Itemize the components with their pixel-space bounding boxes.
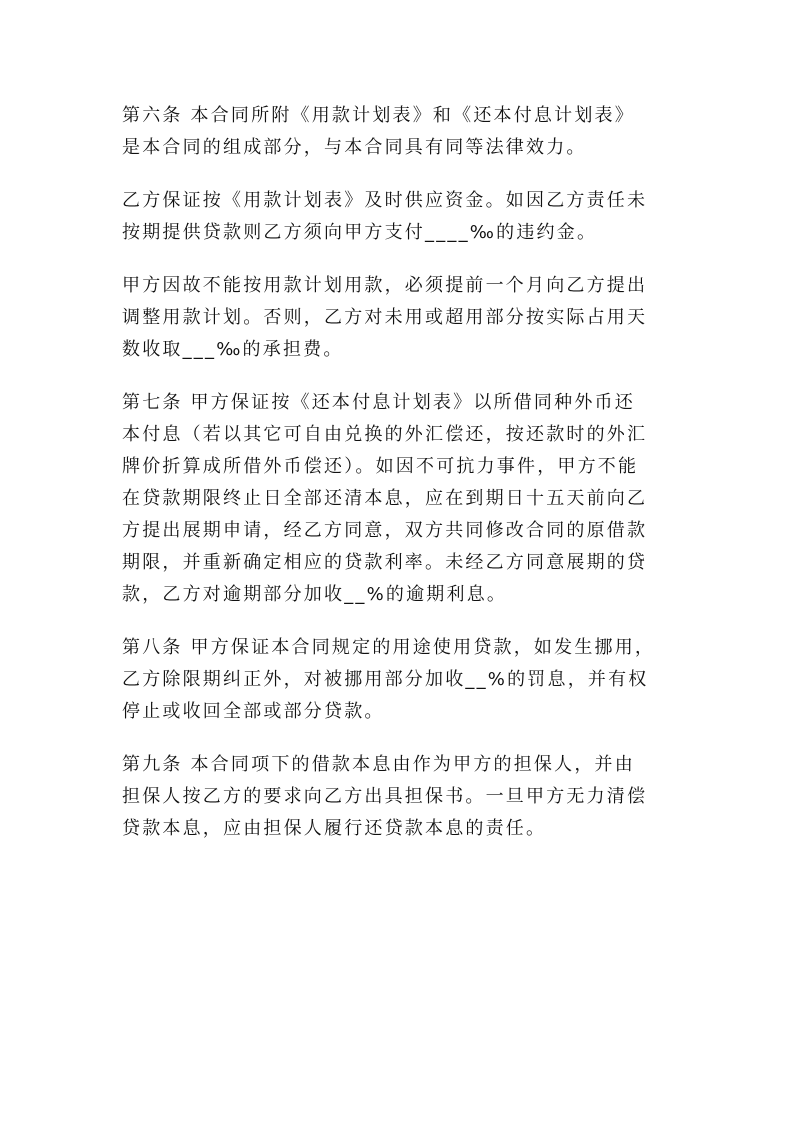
text-line: 方提出展期申请，经乙方同意，双方共同修改合同的原借款 [122, 520, 648, 541]
text-line: 在贷款期限终止日全部还清本息，应在到期日十五天前向乙 [122, 488, 648, 509]
text-line: 停止或收回全部或部分贷款。 [122, 701, 385, 722]
text-line: 第八条 甲方保证本合同规定的用途使用贷款，如发生挪用， [122, 637, 656, 658]
paragraph-plan-adjustment [122, 270, 682, 366]
paragraph-article-7 [122, 387, 682, 611]
text-line: 本付息（若以其它可自由兑换的外汇偿还，按还款时的外汇 [122, 424, 648, 445]
paragraph-funding-supply [122, 185, 682, 249]
text-line: 是本合同的组成部分，与本合同具有同等法律效力。 [122, 137, 587, 158]
text-line: 乙方保证按《用款计划表》及时供应资金。如因乙方责任未 [122, 190, 648, 211]
text-line: 担保人按乙方的要求向乙方出具担保书。一旦甲方无力清偿 [122, 786, 648, 807]
text-line: 牌价折算成所借外币偿还）。如因不可抗力事件，甲方不能 [122, 456, 639, 477]
text-line: 甲方因故不能按用款计划用款，必须提前一个月向乙方提出 [122, 275, 648, 296]
document-body [122, 100, 682, 866]
paragraph-article-8 [122, 632, 682, 728]
paragraph-article-9 [122, 749, 682, 845]
text-line: 第九条 本合同项下的借款本息由作为甲方的担保人，并由 [122, 754, 635, 775]
text-line: 款，乙方对逾期部分加收__%的逾期利息。 [122, 584, 508, 605]
text-line: 乙方除限期纠正外，对被挪用部分加收__%的罚息，并有权 [122, 669, 649, 690]
text-line: 调整用款计划。否则，乙方对未用或超用部分按实际占用天 [122, 307, 648, 328]
text-line: 按期提供贷款则乙方须向甲方支付____‰的违约金。 [122, 222, 598, 243]
paragraph-article-6 [122, 100, 682, 164]
text-line: 第六条 本合同所附《用款计划表》和《还本付息计划表》 [122, 105, 635, 126]
text-line: 期限，并重新确定相应的贷款利率。未经乙方同意展期的贷 [122, 552, 648, 573]
text-line: 数收取___‰的承担费。 [122, 339, 344, 360]
text-line: 第七条 甲方保证按《还本付息计划表》以所借同种外币还 [122, 392, 635, 413]
text-line: 贷款本息，应由担保人履行还贷款本息的责任。 [122, 818, 547, 839]
